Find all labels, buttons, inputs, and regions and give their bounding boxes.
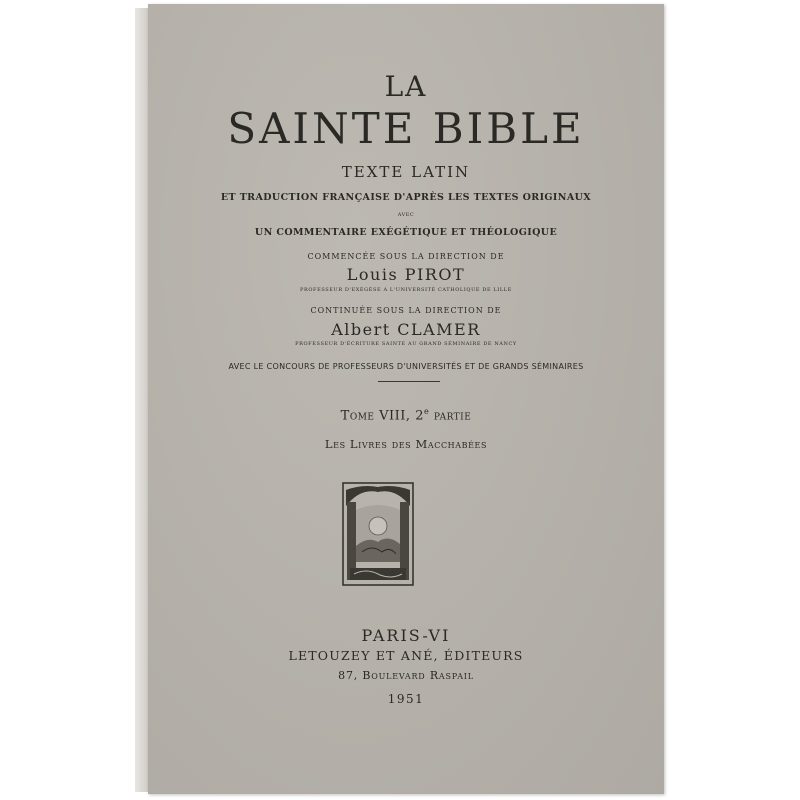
editor-pirot: Louis PIROT [346, 265, 466, 284]
publisher-address: 87, Boulevard Raspail [338, 669, 474, 682]
editor-pirot-title: PROFESSEUR D'EXÉGÈSE A L'UNIVERSITÉ CATHOLIQUE DE LILLE [300, 287, 512, 293]
book-subtitle: TEXTE LATIN [341, 163, 471, 181]
publication-year: 1951 [387, 692, 425, 706]
editor-clamer: Albert CLAMER [331, 320, 481, 339]
divider-rule [378, 381, 440, 382]
book-subject: Les Livres des Macchabées [324, 437, 488, 451]
book-cover [148, 4, 664, 794]
volume-part: partie [429, 408, 472, 424]
publisher-name: LETOUZEY ET ANÉ, ÉDITEURS [288, 648, 524, 663]
book-title: SAINTE BIBLE [227, 104, 585, 153]
title-article: LA [384, 70, 428, 103]
volume-number: Tome VIII, 2 [340, 408, 424, 424]
commenced-line: COMMENCÉE SOUS LA DIRECTION DE [307, 252, 505, 261]
continued-line: CONTINUÉE SOUS LA DIRECTION DE [310, 306, 502, 315]
translation-line: ET TRADUCTION FRANÇAISE D'APRÈS LES TEXTES ORIGINAUX [220, 192, 592, 203]
concours-line: AVEC LE CONCOURS DE PROFESSEURS D'UNIVERSITÉS ET DE GRANDS SÉMINAIRES [228, 362, 584, 371]
volume-sup: e [423, 407, 430, 416]
book-page-edge [135, 8, 149, 792]
commentary-line: UN COMMENTAIRE EXÉGÉTIQUE ET THÉOLOGIQUE [254, 227, 558, 238]
volume-line [148, 407, 664, 423]
publisher-city: PARIS-VI [361, 626, 451, 645]
avec-line: AVEC [397, 212, 415, 218]
editor-clamer-title: PROFESSEUR D'ÉCRITURE SAINTE AU GRAND SÉMINAIRE DE NANCY [295, 341, 517, 347]
publisher-emblem-icon [342, 482, 414, 586]
